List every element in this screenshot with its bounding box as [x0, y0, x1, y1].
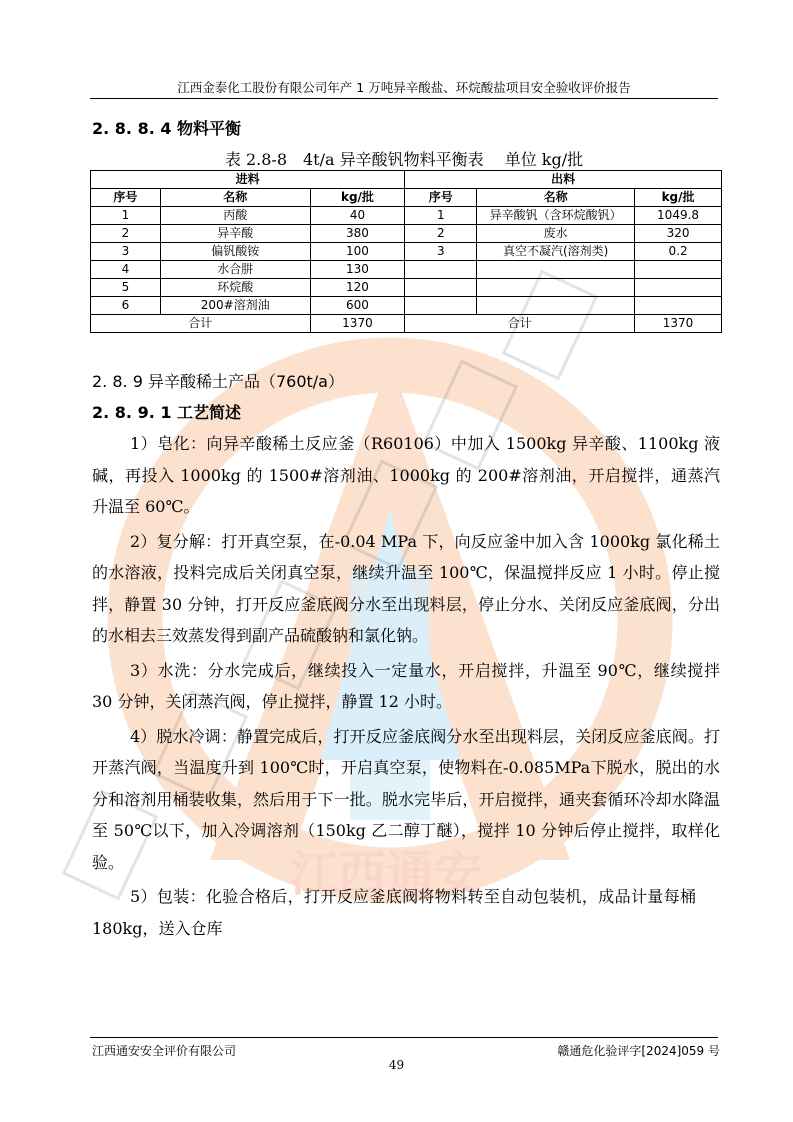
cell-in-name: 200#溶剂油	[160, 297, 310, 315]
cell-out-name: 废水	[477, 225, 635, 243]
process-description	[92, 428, 720, 947]
cell-total-out: 1370	[635, 315, 722, 333]
cell-in-no: 6	[91, 297, 161, 315]
cell-total-label: 合计	[91, 315, 311, 333]
table-caption: 表 2.8-8 4t/a 异辛酸钒物料平衡表 单位 kg/批	[224, 150, 584, 169]
material-balance-table	[90, 170, 722, 333]
page-number: 49	[388, 1058, 405, 1072]
col-header-no: 序号	[405, 189, 477, 207]
cell-in-amount: 130	[310, 261, 405, 279]
cell-out-amount	[635, 261, 722, 279]
process-step-packaging: 5）包装：化验合格后，打开反应釜底阀将物料转至自动包装机，成品计量每桶 180kg，送入仓库	[92, 887, 696, 938]
section-heading-material-balance: 2. 8. 8. 4 物料平衡	[92, 119, 242, 138]
section-heading-process: 2. 8. 9. 1 工艺简述	[92, 403, 242, 422]
process-step-double-decomposition: 2）复分解：打开真空泵，在-0.04 MPa 下，向反应釜中加入含 1000kg 氯化稀土的水溶液，投料完成后关闭真空泵，继续升温至 100℃，保温搅拌反应 1 小时。停止搅拌，静置 30 分钟，打开反应釜底阀分水至出现料层，停止分水、关闭反应釜底阀，分出的水相去三效蒸发得到副产品硫酸钠和氯化钠。	[92, 531, 720, 645]
cell-out-amount: 0.2	[635, 243, 722, 261]
table-row	[91, 207, 722, 225]
table-total-row	[91, 315, 722, 333]
table-row	[91, 297, 722, 315]
section-heading-product: 2. 8. 9 异辛酸稀土产品（760t/a）	[92, 372, 344, 391]
cell-out-name: 异辛酸钒（含环烷酸钒）	[477, 207, 635, 225]
col-header-name: 名称	[160, 189, 310, 207]
table-column-header-row	[91, 189, 722, 207]
cell-in-no: 2	[91, 225, 161, 243]
footer-divider	[90, 1037, 718, 1038]
header-divider	[90, 98, 718, 99]
cell-in-name: 环烷酸	[160, 279, 310, 297]
cell-out-amount: 320	[635, 225, 722, 243]
process-step-saponification: 1）皂化：向异辛酸稀土反应釜（R60106）中加入 1500kg 异辛酸、1100kg 液碱，再投入 1000kg 的 1500#溶剂油、1000kg 的 200#溶剂油，开启搅拌，通蒸汽升温至 60℃。	[92, 434, 720, 516]
table-row	[91, 243, 722, 261]
cell-in-name: 丙酸	[160, 207, 310, 225]
cell-in-name: 水合肼	[160, 261, 310, 279]
cell-out-name	[477, 297, 635, 315]
cell-total-label: 合计	[405, 315, 635, 333]
output-group-header: 出料	[405, 171, 722, 189]
cell-out-no: 1	[405, 207, 477, 225]
table-row	[91, 279, 722, 297]
cell-in-amount: 100	[310, 243, 405, 261]
cell-out-no: 2	[405, 225, 477, 243]
table-group-header-row	[91, 171, 722, 189]
watermark-text: 江西通安	[290, 846, 483, 902]
cell-in-no: 1	[91, 207, 161, 225]
cell-total-in: 1370	[310, 315, 405, 333]
cell-in-name: 偏钒酸铵	[160, 243, 310, 261]
input-group-header: 进料	[91, 171, 405, 189]
cell-in-no: 5	[91, 279, 161, 297]
cell-out-name	[477, 261, 635, 279]
cell-out-name: 真空不凝汽(溶剂类)	[477, 243, 635, 261]
col-header-name: 名称	[477, 189, 635, 207]
cell-out-amount	[635, 279, 722, 297]
col-header-no: 序号	[91, 189, 161, 207]
footer-doc-number: 赣通危化验评字[2024]059 号	[557, 1044, 720, 1058]
cell-out-no: 3	[405, 243, 477, 261]
cell-out-amount: 1049.8	[635, 207, 722, 225]
process-step-water-wash: 3）水洗：分水完成后，继续投入一定量水，开启搅拌，升温至 90℃，继续搅拌 30 分钟，关闭蒸汽阀，停止搅拌，静置 12 小时。	[92, 660, 720, 711]
cell-in-no: 3	[91, 243, 161, 261]
footer-company: 江西通安安全评价有限公司	[92, 1044, 237, 1058]
col-header-amount: kg/批	[635, 189, 722, 207]
col-header-amount: kg/批	[310, 189, 405, 207]
cell-out-no	[405, 297, 477, 315]
cell-out-name	[477, 279, 635, 297]
cell-in-amount: 600	[310, 297, 405, 315]
process-step-dehydration: 4）脱水冷调：静置完成后，打开反应釜底阀分水至出现料层，关闭反应釜底阀。打开蒸汽阀，当温度升到 100℃时，开启真空泵，使物料在-0.085MPa下脱水，脱出的水分和溶剂用桶装收集，然后用于下一批。脱水完毕后，开启搅拌，通夹套循环冷却水降温至 50℃以下，加入冷调溶剂（150kg 乙二醇丁醚），搅拌 10 分钟后停止搅拌，取样化验。	[92, 726, 720, 872]
cell-in-name: 异辛酸	[160, 225, 310, 243]
cell-in-amount: 380	[310, 225, 405, 243]
report-header-title: 江西金泰化工股份有限公司年产 1 万吨异辛酸盐、环烷酸盐项目安全验收评价报告	[177, 80, 631, 95]
cell-in-amount: 120	[310, 279, 405, 297]
cell-out-no	[405, 261, 477, 279]
cell-in-amount: 40	[310, 207, 405, 225]
table-row	[91, 225, 722, 243]
cell-in-no: 4	[91, 261, 161, 279]
table-row	[91, 261, 722, 279]
cell-out-amount	[635, 297, 722, 315]
cell-out-no	[405, 279, 477, 297]
